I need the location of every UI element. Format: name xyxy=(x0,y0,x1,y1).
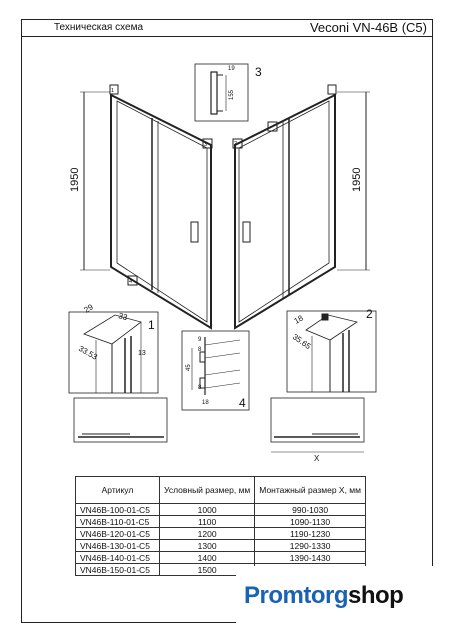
scheme-title: Техническая схема xyxy=(54,22,144,33)
table-cell: VN46B-100-01-C5 xyxy=(76,504,160,516)
table-header: Условный размер, мм xyxy=(160,477,255,504)
detail4-dim-9: 9 xyxy=(198,337,202,343)
plan-dim-x: X xyxy=(314,454,320,463)
height-label-right: 1950 xyxy=(351,167,363,192)
handle-dim-width: 19 xyxy=(228,66,235,72)
height-label-left: 1950 xyxy=(69,167,81,192)
table-row xyxy=(76,552,366,564)
detail-3-handle xyxy=(195,64,248,121)
promtorgshop-logo xyxy=(236,566,453,640)
table-row xyxy=(76,504,366,516)
table-row xyxy=(76,516,366,528)
table-cell: 1000 xyxy=(160,504,255,516)
callout-3: 3 xyxy=(255,65,262,79)
detail4-dim-18: 18 xyxy=(202,400,209,406)
left-door-panel xyxy=(110,85,212,328)
corner-marker-1: 1 xyxy=(111,88,115,94)
callout-1: 1 xyxy=(148,318,155,332)
table-cell: 1390-1430 xyxy=(255,552,366,564)
table-cell: VN46B-130-01-C5 xyxy=(76,540,160,552)
table-cell: 1090-1130 xyxy=(255,516,366,528)
corner-marker-2: 2 xyxy=(234,141,238,147)
table-cell: VN46B-120-01-C5 xyxy=(76,528,160,540)
detail1-dim-33: 33 xyxy=(117,311,129,323)
table-cell: 1200 xyxy=(160,528,255,540)
table-cell: 1190-1230 xyxy=(255,528,366,540)
specs-table xyxy=(75,476,366,576)
callout-2: 2 xyxy=(366,307,373,321)
table-cell: 1100 xyxy=(160,516,255,528)
table-cell: 990-1030 xyxy=(255,504,366,516)
table-cell: 1400 xyxy=(160,552,255,564)
table-cell: 1290-1330 xyxy=(255,540,366,552)
detail4-dim-45: 45 xyxy=(186,364,192,371)
detail1-dim-33-53: 33.53 xyxy=(77,343,99,362)
detail4-dim-8b: 8 xyxy=(198,385,202,391)
table-cell: VN46B-140-01-C5 xyxy=(76,552,160,564)
table-cell: VN46B-150-01-C5 xyxy=(76,564,160,576)
table-cell: 1500 xyxy=(160,564,255,576)
logo-part-promtorg: Promtorg xyxy=(244,582,348,609)
callout-4: 4 xyxy=(239,396,246,410)
model-title: Veconi VN-46B (C5) xyxy=(309,20,427,35)
detail4-dim-8a: 8 xyxy=(198,347,202,353)
table-row xyxy=(76,540,366,552)
plan-view-left xyxy=(74,398,167,442)
right-door-panel xyxy=(233,85,336,328)
logo-part-shop: shop xyxy=(348,582,404,609)
corner-marker-3: 3 xyxy=(204,142,208,148)
corner-marker-4: 4 xyxy=(129,279,133,285)
table-header: Монтажный размер X, мм xyxy=(255,477,366,504)
plan-view-right xyxy=(271,398,364,452)
table-header: Артикул xyxy=(76,477,160,504)
table-cell: VN46B-110-01-C5 xyxy=(76,516,160,528)
handle-dim-length: 155 xyxy=(229,89,235,100)
table-cell: 1300 xyxy=(160,540,255,552)
table-row xyxy=(76,528,366,540)
detail1-dim-13: 13 xyxy=(138,350,146,357)
detail2-dim-18: 18 xyxy=(292,313,305,326)
table-header-row xyxy=(76,477,366,504)
detail2-dim-35-65: 35.65 xyxy=(290,332,313,352)
detail1-dim-29: 29 xyxy=(82,302,95,315)
